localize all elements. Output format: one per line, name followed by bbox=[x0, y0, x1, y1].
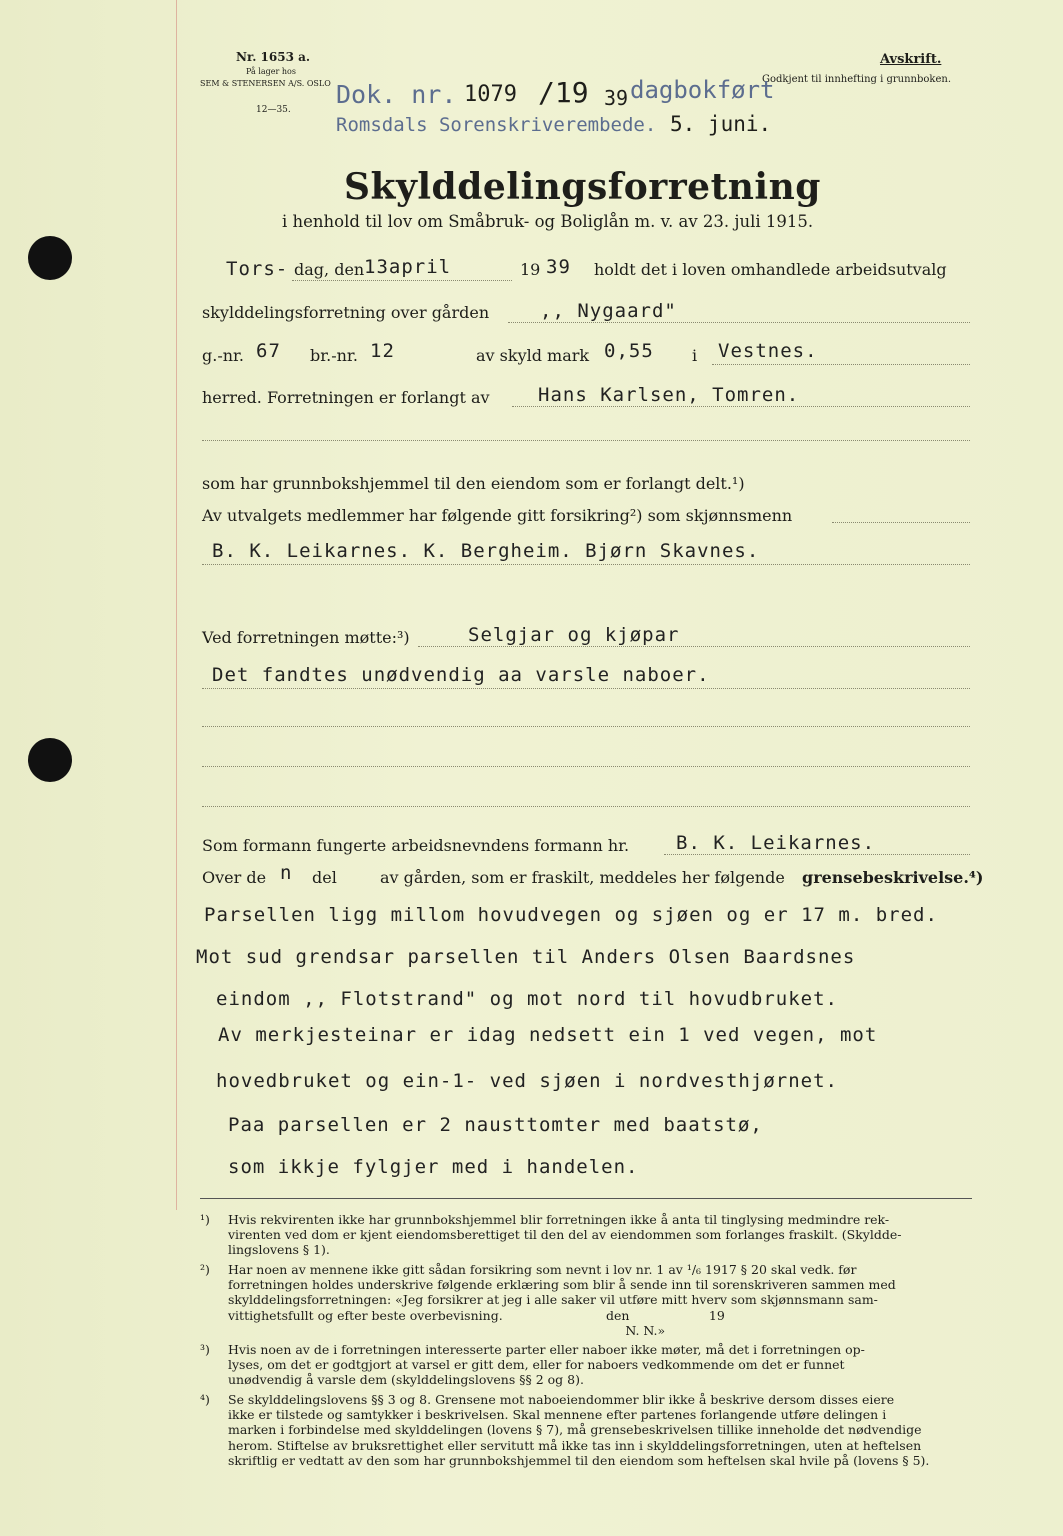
fill-line bbox=[202, 564, 970, 565]
footnote-line: virenten ved dom er kjent eiendomsberettiget til den del av eiendommen som forlanges fraskilt. (Skyldde- bbox=[228, 1227, 902, 1243]
holdt-text: holdt det i loven omhandlede arbeidsutvalg bbox=[594, 260, 947, 279]
description-line: Paa parsellen er 2 nausttomter med baatstø, bbox=[228, 1114, 763, 1136]
stamp-date: 5. juni. bbox=[670, 112, 772, 136]
stamp-office: Romsdals Sorenskriverembede. bbox=[336, 114, 657, 136]
footnote-2 bbox=[200, 1262, 975, 1338]
printer-line: 12—35. bbox=[256, 105, 291, 115]
footnote-number: ¹) bbox=[200, 1212, 210, 1227]
footnote-line: forretningen holdes underskrive følgende erklæring som blir å sende inn til sorenskriveren sammen med bbox=[228, 1277, 896, 1293]
stamp-dagbok-label: dagbokført bbox=[630, 76, 775, 104]
grense-bold: grensebeskrivelse. bbox=[802, 868, 969, 887]
footnote-3 bbox=[200, 1342, 975, 1388]
footnote-1 bbox=[200, 1212, 975, 1258]
brnr-label: br.-nr. bbox=[310, 346, 358, 365]
footnote-4 bbox=[200, 1392, 975, 1468]
fill-line bbox=[202, 806, 970, 807]
footnote-number: ³) bbox=[200, 1342, 210, 1357]
utvalg-text: Av utvalgets medlemmer har følgende gitt forsikring²) som skjønnsmenn bbox=[202, 506, 793, 525]
gnr-label: g.-nr. bbox=[202, 346, 245, 365]
description-line: Parsellen ligg millom hovudvegen og sjøen og er 17 m. bred. bbox=[204, 904, 938, 926]
footnote-line: skriftlig er vedtatt av den som har grunnbokshjemmel til den eiendom som heftelsen skal hvile på (lovens § 5). bbox=[228, 1452, 930, 1468]
motte-line2: Det fandtes unødvendig aa varsle naboer. bbox=[212, 664, 710, 686]
grunnbok-text: som har grunnbokshjemmel til den eiendom som er forlangt delt.¹) bbox=[202, 474, 745, 493]
fill-line bbox=[664, 854, 970, 855]
description-line: eindom ,, Flotstrand" og mot nord til hovudbruket. bbox=[216, 988, 838, 1010]
description-line: hovedbruket og ein-1- ved sjøen i nordvesthjørnet. bbox=[216, 1070, 838, 1092]
footnote-separator bbox=[200, 1198, 972, 1199]
description-line: Av merkjesteinar er idag nedsett ein 1 ved vegen, mot bbox=[218, 1024, 878, 1046]
printer-line: På lager hos bbox=[246, 67, 296, 76]
punch-hole bbox=[28, 236, 72, 280]
fill-line bbox=[202, 440, 970, 441]
day-value: Tors- bbox=[226, 258, 289, 280]
skyld-label: av skyld mark bbox=[476, 346, 590, 365]
i-label: i bbox=[692, 346, 698, 365]
fill-line bbox=[512, 406, 970, 407]
year-prefix: 19 bbox=[520, 260, 541, 279]
stamp-dagbok-year: 39 bbox=[604, 86, 629, 110]
fill-line bbox=[202, 766, 970, 767]
del-label: del bbox=[312, 868, 337, 887]
printer-line: SEM & STENERSEN A/S. OSLO bbox=[200, 79, 331, 88]
footnote-line: lyses, om det er godtgjort at varsel er gitt dem, eller for naboers vedkommende om det er funnet bbox=[228, 1357, 845, 1373]
over-garden-label: skylddelingsforretning over gården bbox=[202, 303, 490, 322]
footnote-line: unødvendig å varsle dem (skylddelingslovens §§ 2 og 8). bbox=[228, 1372, 584, 1388]
stamp-dok-number: 1079 bbox=[464, 82, 517, 107]
stamp-dok-year: /19 bbox=[538, 76, 589, 109]
herred-label: herred. Forretningen er forlangt av bbox=[202, 388, 490, 407]
avskrift-label: Avskrift. bbox=[880, 52, 942, 67]
footnote-line: Har noen av mennene ikke gitt sådan forsikring som nevnt i lov nr. 1 av ¹/₆ 1917 § 20 skal vedk. før bbox=[228, 1262, 857, 1277]
brnr-value: 12 bbox=[370, 340, 395, 362]
motte-value: Selgjar og kjøpar bbox=[468, 624, 680, 646]
garden-value: ,, Nygaard" bbox=[540, 300, 677, 322]
year-value: 39 bbox=[546, 256, 571, 278]
footnote-line: herom. Stiftelse av bruksrettighet eller servitutt må ikke tas inn i skylddelingsforretningen, uten at heftelsen bbox=[228, 1437, 922, 1453]
skjonnsmenn-value: B. K. Leikarnes. K. Bergheim. Bjørn Skavnes. bbox=[212, 540, 760, 562]
footnote-line: vittighetsfullt og efter beste overbevisning. den 19 bbox=[228, 1307, 725, 1323]
footnote-line: marken i forbindelse med skylddelingen (lovens § 7), må grensebeskrivelsen tillike inneholde det nødvendige bbox=[228, 1422, 922, 1438]
description-line: Mot sud grendsar parsellen til Anders Olsen Baardsnes bbox=[196, 946, 856, 968]
footnote-number: ⁴) bbox=[200, 1392, 210, 1407]
margin-line bbox=[176, 0, 177, 1210]
del-text: av gården, som er fraskilt, meddeles her følgende bbox=[380, 868, 785, 887]
footnote-line: N. N.» bbox=[228, 1322, 666, 1338]
document-subtitle: i henhold til lov om Småbruk- og Boliglån m. v. av 23. juli 1915. bbox=[282, 212, 814, 231]
footnote-number: ²) bbox=[200, 1262, 210, 1277]
fill-line bbox=[712, 364, 970, 365]
herred-value: Vestnes. bbox=[718, 340, 818, 362]
over-de-label: Over de bbox=[202, 868, 267, 887]
footnote-line: Hvis rekvirenten ikke har grunnbokshjemmel blir forretningen ikke å anta til tinglysing medmindre rek- bbox=[228, 1212, 890, 1227]
date-value: 13april bbox=[364, 256, 452, 278]
footnote-line: Se skylddelingslovens §§ 3 og 8. Grensene mot naboeiendommer blir ikke å beskrive dersom disses eiere bbox=[228, 1392, 895, 1407]
formann-label: Som formann fungerte arbeidsnevndens formann hr. bbox=[202, 836, 630, 855]
footnote-line: lingslovens § 1). bbox=[228, 1242, 330, 1258]
footnote-line: ikke er tilstede og samtykker i beskrivelsen. Skal mennene efter partenes forlangende utføre delingen i bbox=[228, 1407, 887, 1423]
fill-line bbox=[508, 322, 970, 323]
formann-value: B. K. Leikarnes. bbox=[676, 832, 876, 854]
skyld-value: 0,55 bbox=[604, 340, 654, 362]
punch-hole bbox=[28, 738, 72, 782]
form-number: Nr. 1653 a. bbox=[236, 50, 311, 64]
godkjent-note: Godkjent til innhefting i grunnboken. bbox=[762, 74, 951, 85]
footnote-line: Hvis noen av de i forretningen interesserte parter eller naboer ikke møter, må det i forretningen op- bbox=[228, 1342, 865, 1357]
grense-sup: ⁴) bbox=[968, 868, 984, 887]
del-value: n bbox=[280, 862, 293, 884]
document-title: Skylddelingsforretning bbox=[344, 166, 821, 208]
footnote-line: skylddelingsforretningen: «Jeg forsikrer at jeg i alle saker vil utføre mitt hverv som skjønnsmann sam- bbox=[228, 1292, 878, 1308]
fill-line bbox=[202, 726, 970, 727]
gnr-value: 67 bbox=[256, 340, 281, 362]
dag-label: dag, den bbox=[294, 260, 365, 279]
fill-line bbox=[202, 688, 970, 689]
grense-label bbox=[802, 868, 983, 887]
fill-line bbox=[832, 522, 970, 523]
fill-line bbox=[418, 646, 970, 647]
stamp-dok-label: Dok. nr. bbox=[336, 80, 457, 109]
forlangt-value: Hans Karlsen, Tomren. bbox=[538, 384, 800, 406]
description-line: som ikkje fylgjer med i handelen. bbox=[228, 1156, 639, 1178]
fill-line bbox=[292, 280, 512, 281]
motte-label: Ved forretningen møtte:³) bbox=[202, 628, 410, 647]
